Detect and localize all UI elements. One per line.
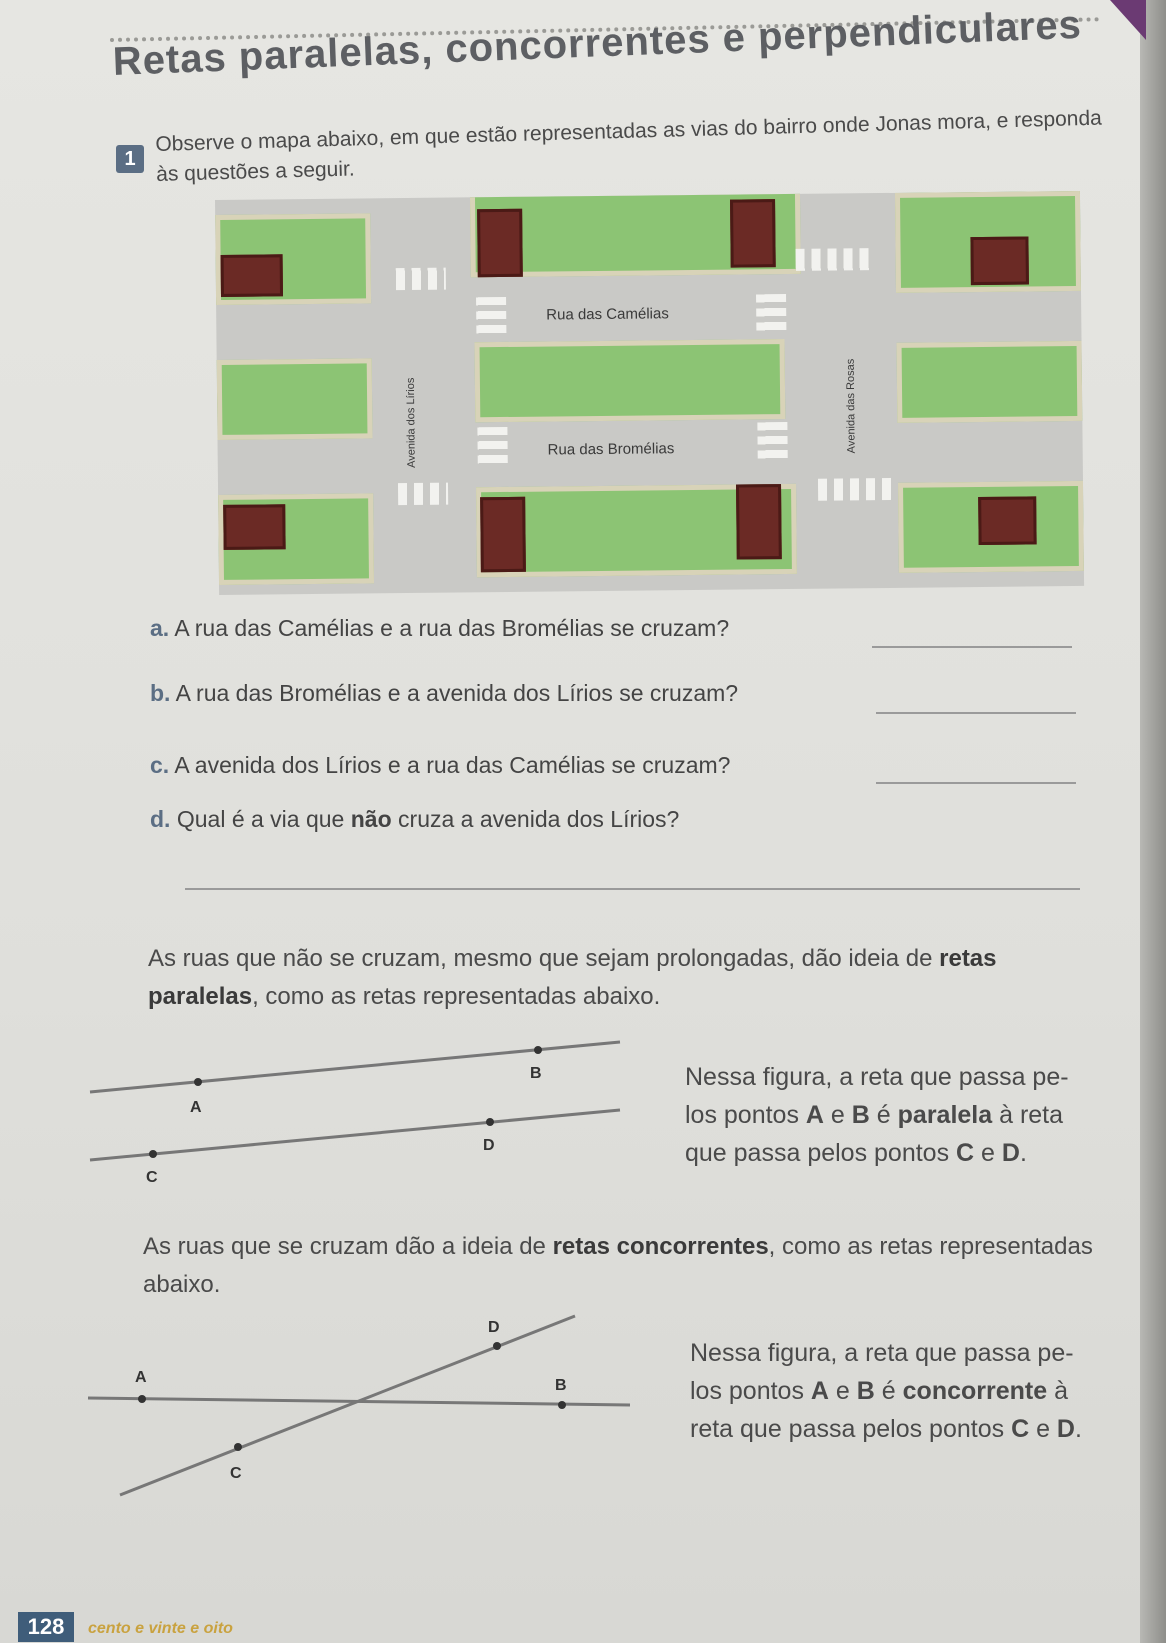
concurrent-note-verb: é	[874, 1377, 903, 1405]
label-a: A	[190, 1099, 202, 1116]
label-c: C	[230, 1465, 242, 1482]
parallel-note-c: C	[956, 1139, 975, 1167]
parallel-note-verb: é	[869, 1101, 898, 1129]
avenue-label-lirios: Avenida dos Lírios	[404, 377, 418, 469]
point-d	[486, 1118, 494, 1126]
concurrent-note-e1: e	[828, 1377, 857, 1405]
map-block	[475, 339, 786, 422]
parallel-lines-figure	[80, 1030, 660, 1200]
point-c	[234, 1443, 242, 1451]
parallel-note-bold: paralela	[897, 1101, 993, 1129]
question-d-text-bold: não	[350, 806, 392, 832]
question-c	[150, 752, 730, 779]
answer-line-b[interactable]	[876, 712, 1076, 714]
concurrent-paragraph	[143, 1228, 1108, 1304]
parallel-note-a: A	[805, 1101, 824, 1129]
parallel-paragraph	[148, 940, 1108, 1016]
parallel-note-los-pontos: los pontos	[685, 1101, 806, 1129]
question-b-text: A rua das Bromélias e a avenida dos Lírios se cruzam?	[175, 680, 739, 706]
parallel-note-line3	[685, 1134, 1115, 1172]
question-b	[150, 680, 738, 707]
parallel-note-e2: e	[974, 1139, 1002, 1167]
line-cd	[120, 1316, 575, 1495]
point-b	[534, 1046, 542, 1054]
map-house	[736, 484, 782, 559]
point-c	[149, 1150, 157, 1158]
parallel-note-line2	[685, 1096, 1115, 1134]
page-number: 128	[18, 1612, 74, 1642]
question-intro: Observe o mapa abaixo, em que estão representadas as vias do bairro onde Jonas mora, e responda às questões a seguir.	[155, 106, 1103, 186]
question-d-text-before: Qual é a via que	[176, 806, 351, 832]
map-block	[897, 341, 1083, 423]
book-spine-shadow	[1140, 0, 1166, 1643]
neighborhood-map	[215, 191, 1084, 595]
concurrent-note-dot: .	[1074, 1415, 1082, 1443]
page-title: Retas paralelas, concorrentes e perpendiculares	[112, 2, 1083, 84]
map-house	[221, 254, 283, 297]
crosswalk	[398, 483, 448, 506]
concurrent-note-line3	[690, 1410, 1120, 1448]
concurrent-text-before: As ruas que se cruzam dão a ideia de	[143, 1233, 553, 1260]
answer-line-d[interactable]	[185, 888, 1080, 890]
crosswalk	[796, 248, 871, 271]
label-b: B	[555, 1377, 567, 1394]
answer-line-c[interactable]	[876, 782, 1076, 784]
point-a	[138, 1395, 146, 1403]
question-b-letter: b.	[150, 680, 171, 706]
concurrent-text-after: , como as retas representadas abaixo.	[143, 1233, 1093, 1298]
label-c: C	[146, 1169, 158, 1186]
question-c-letter: c.	[150, 752, 170, 778]
label-d: D	[488, 1319, 500, 1336]
crosswalk	[818, 478, 893, 501]
question-c-text: A avenida dos Lírios e a rua das Camélias se cruzam?	[174, 752, 731, 778]
parallel-note	[685, 1058, 1115, 1172]
concurrent-note	[690, 1334, 1120, 1448]
question-a-text: A rua das Camélias e a rua das Bromélias se cruzam?	[174, 615, 730, 641]
label-a: A	[135, 1369, 147, 1386]
question-d-text-after: cruza a avenida dos Lírios?	[391, 806, 680, 832]
question-a	[150, 615, 729, 642]
label-d: D	[483, 1137, 495, 1154]
question-number-badge: 1	[116, 145, 144, 173]
answer-line-a[interactable]	[872, 646, 1072, 648]
parallel-text-before: As ruas que não se cruzam, mesmo que sejam prolongadas, dão ideia de	[148, 945, 940, 972]
concurrent-note-line1: Nessa figura, a reta que passa pe-	[690, 1339, 1074, 1367]
parallel-note-dot: .	[1019, 1139, 1027, 1167]
map-block	[217, 358, 373, 440]
crosswalk	[477, 427, 507, 467]
concurrent-lines-figure	[80, 1310, 660, 1510]
page-number-words: cento e vinte e oito	[88, 1620, 233, 1637]
question-d-letter: d.	[150, 806, 171, 832]
concurrent-note-to: à	[1047, 1377, 1068, 1405]
concurrent-note-line2	[690, 1372, 1120, 1410]
map-house	[730, 199, 776, 267]
parallel-note-e1: e	[823, 1101, 852, 1129]
point-d	[493, 1342, 501, 1350]
concurrent-note-los-pontos: los pontos	[690, 1377, 811, 1405]
point-a	[194, 1078, 202, 1086]
concurrent-note-b: B	[856, 1377, 875, 1405]
parallel-note-line1: Nessa figura, a reta que passa pe-	[685, 1063, 1069, 1091]
crosswalk	[396, 268, 446, 291]
street-label-camelias: Rua das Camélias	[546, 305, 669, 324]
concurrent-note-que-passa: reta que passa pelos pontos	[690, 1415, 1012, 1443]
question-d	[150, 806, 679, 833]
concurrent-note-a: A	[810, 1377, 829, 1405]
avenue-label-rosas: Avenida das Rosas	[844, 358, 858, 454]
parallel-note-b: B	[851, 1101, 870, 1129]
concurrent-note-d: D	[1056, 1415, 1075, 1443]
parallel-note-to: à reta	[992, 1101, 1064, 1129]
map-house	[477, 209, 523, 277]
map-house	[223, 504, 285, 550]
concurrent-note-bold: concorrente	[902, 1377, 1048, 1405]
parallel-text-after: , como as retas representadas abaixo.	[252, 983, 661, 1010]
concurrent-note-e2: e	[1029, 1415, 1057, 1443]
parallel-note-d: D	[1001, 1139, 1020, 1167]
concurrent-note-c: C	[1011, 1415, 1030, 1443]
question-a-letter: a.	[150, 615, 170, 641]
crosswalk	[476, 297, 506, 337]
crosswalk	[757, 422, 787, 462]
map-house	[978, 496, 1036, 545]
point-b	[558, 1401, 566, 1409]
crosswalk	[756, 294, 786, 334]
label-b: B	[530, 1065, 542, 1082]
street-label-bromelias: Rua das Bromélias	[547, 440, 675, 459]
concurrent-text-bold: retas concorrentes	[552, 1233, 769, 1260]
map-house	[480, 497, 526, 572]
parallel-text-bold: retas paralelas	[148, 945, 997, 1010]
line-cd	[90, 1110, 620, 1160]
parallel-note-que-passa: que passa pelos pontos	[685, 1139, 957, 1167]
map-house	[970, 236, 1028, 285]
